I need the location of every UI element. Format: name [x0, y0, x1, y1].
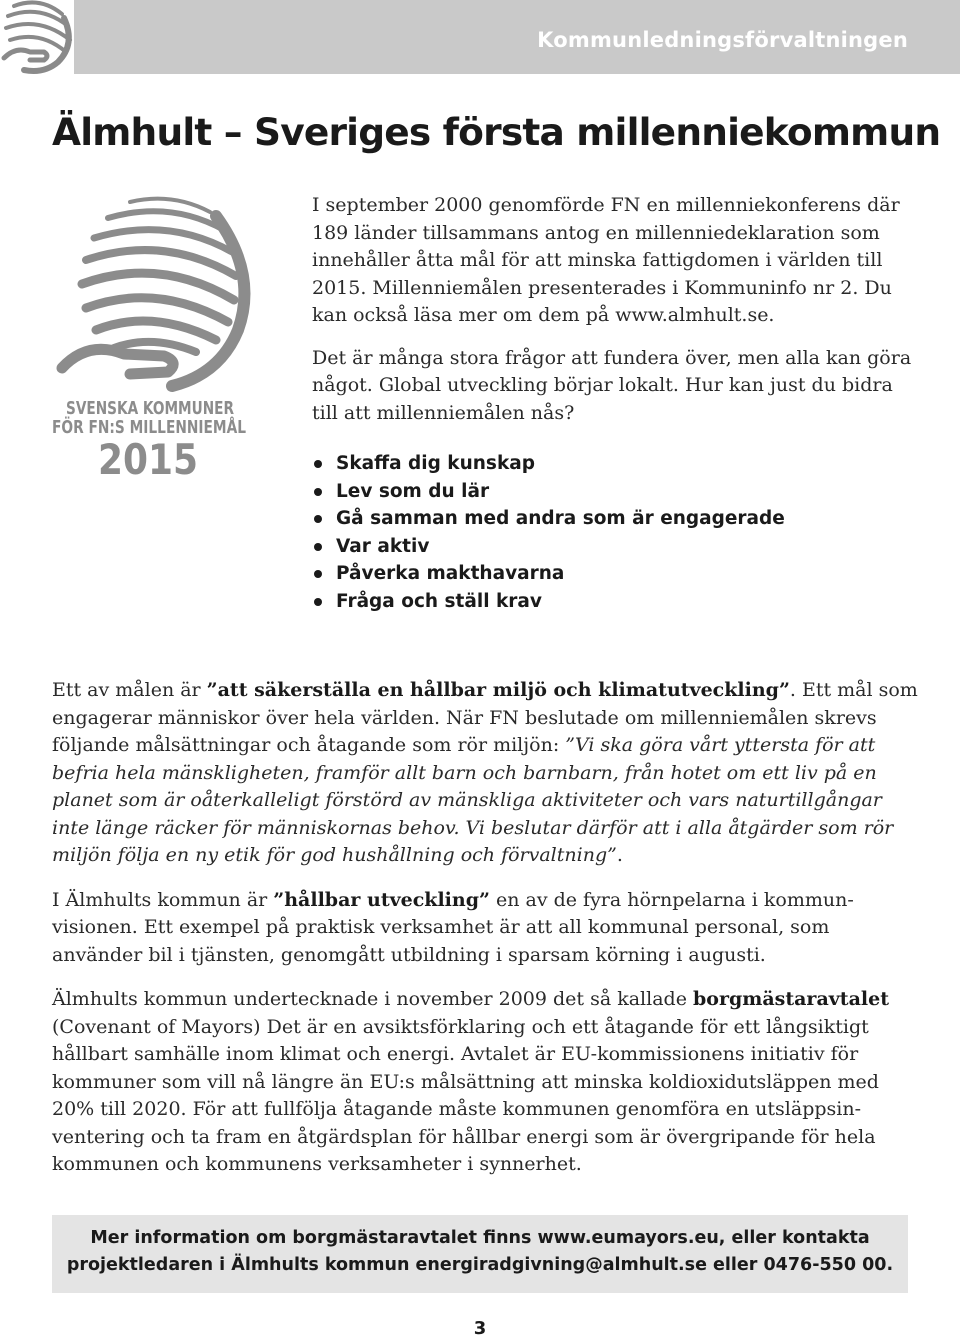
info-line-1: Mer information om borgmästaravtalet finns www.eumayors.eu, eller kontakta — [90, 1228, 870, 1248]
list-item: Påverka makthavarna — [312, 560, 785, 588]
list-item: Fråga och ställ krav — [312, 588, 785, 616]
logo-line-2: FÖR FN:S MILLENNIEMÅL — [52, 418, 299, 438]
page-title: Älmhult – Sveriges första millenniekommun — [52, 110, 941, 154]
list-item: Var aktiv — [312, 533, 785, 561]
globe-with-hand-icon — [62, 199, 244, 386]
info-line-2: projektledaren i Älmhults kommun energiradgivning@almhult.se eller 0476-550 00. — [66, 1255, 894, 1275]
list-item: Gå samman med andra som är engagerade — [312, 505, 785, 533]
list-item: Skaffa dig kunskap — [312, 450, 785, 478]
list-item: Lev som du lär — [312, 478, 785, 506]
intro-paragraph-2: Det är många stora frågor att fundera över, men alla kan göra något. Global utveckling börjar lokalt. Hur kan just du bidra till att millenniemålen nås? — [312, 346, 912, 424]
paragraph-covenant-of-mayors: Älmhults kommun undertecknade i november 2009 det så kallade borgmästaravtalet (Covenant of Mayors) Det är en avsiktsförklaring och ett åtagande för ett långsiktigt hållbart samhälle inom klimat och energi. Avtalet är EU-kommissionens initiativ för kommuner som vill nå längre än EU:s målsättning att minska koldioxidutsläppen med 20% till 2020. För att fullfölja åtagande måste kommunen genomföra en utsläppsin-ventering och ta fram en åtgärdsplan för hållbar energi som är övergripande för hela kommunen och kommunens verksamheter i synnerhet. — [52, 988, 889, 1175]
logo-line-1: SVENSKA KOMMUNER — [66, 399, 235, 419]
department-name: Kommunledningsförvaltningen — [537, 28, 908, 52]
info-box — [52, 1215, 908, 1293]
millennium-logo — [52, 190, 299, 484]
intro-paragraph-1: I september 2000 genomförde FN en millenniekonferens där 189 länder tillsammans antog en millenniedeklaration som innehåller åtta mål för att minska fattigdomen i världen till 2015. Millenniemålen presenterades i Kommuninfo nr 2. Du kan också läsa mer om dem på www.almhult.se. — [312, 194, 900, 326]
globe-hand-icon — [0, 0, 74, 74]
logo-year: 2015 — [98, 435, 198, 484]
action-list — [312, 450, 785, 615]
paragraph-environment-goal: Ett av målen är ”att säkerställa en hållbar miljö och klimatutveckling”. Ett mål som engagerar människor över hela världen. När FN beslutade om millenniemålen skrevs följande målsättningar och åtagande som rör miljön: ”Vi ska göra vårt yttersta för att befria hela mänskligheten, framför allt barn och barnbarn, från hotet om ett liv på en planet som är oåterkalleligt förstörd av mänskliga aktiviteter och vars naturtillgångar inte länge räcker för människornas behov. Vi beslutar därför att i alla åtgärder som rör miljön följa en ny etik för god hushållning och förvaltning”. — [52, 679, 918, 866]
paragraph-sustainable-development: I Älmhults kommun är ”hållbar utveckling” en av de fyra hörnpelarna i kommun-visionen. Ett exempel på praktisk verksamhet är att all kommunal personal, som använder bil i tjänsten, genomgått utbildning i sparsam körning i augusti. — [52, 888, 854, 966]
body-text — [52, 677, 922, 1196]
page-number: 3 — [473, 1318, 487, 1339]
intro-text — [312, 192, 912, 442]
